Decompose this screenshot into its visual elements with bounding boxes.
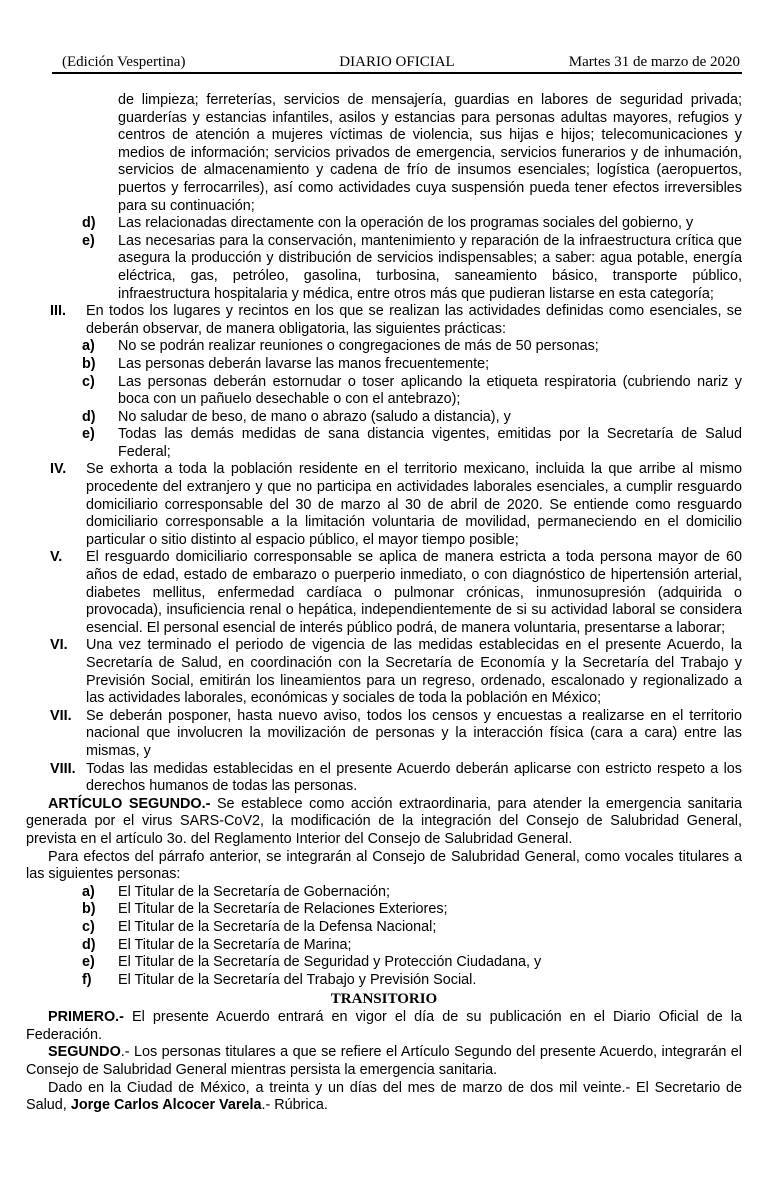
item-label: c) [82, 918, 95, 935]
item-label: e) [82, 954, 95, 971]
item-label: b) [82, 355, 96, 372]
list-item [82, 356, 742, 374]
item-text: Las relacionadas directamente con la operación de los programas sociales del gobierno, y [118, 215, 694, 232]
section-viii [50, 761, 742, 796]
item-text: Las necesarias para la conservación, mantenimiento y reparación de la infraestructura crítica que asegura la producción y distribución de servicios indispensables; a saber: agua potable, energía eléctrica, gas, petróleo, gasolina, turbosina, saneamiento básico, transporte público, infraestructura hospitalaria y médica, entre otros más que pudieran listarse en esta categoría; [118, 232, 742, 302]
list-item [82, 937, 742, 955]
item-text: Las personas deberán estornudar o toser aplicando la etiqueta respiratoria (cubriendo nariz y boca con un pañuelo desechable o con el antebrazo); [118, 373, 742, 408]
item-label: d) [82, 215, 96, 232]
list-item [82, 409, 742, 427]
articulo-segundo-label: ARTÍCULO SEGUNDO.- [48, 795, 211, 812]
section-text: Se exhorta a toda la población residente en el territorio mexicano, incluida la que arribe al mismo procedente del extranjero y que no participa en actividades laborales esenciales, a cumplir resguardo domiciliario corresponsable del 30 de marzo al 30 de abril de 2020. Se entiende como resguardo domiciliario corresponsable a la limitación voluntaria de movilidad, permaneciendo en el domicilio particular o sitio distinto al espacio público, el mayor tiempo posible; [86, 461, 742, 548]
list-item [82, 338, 742, 356]
item-text: No saludar de beso, de mano o abrazo (saludo a distancia), y [118, 408, 511, 425]
item-label: b) [82, 901, 96, 918]
item-label: c) [82, 373, 95, 390]
section-label: VI. [50, 637, 68, 654]
para-efectos-paragraph: Para efectos del párrafo anterior, se integrarán al Consejo de Salubridad General, como vocales titulares a las siguientes personas: [26, 848, 742, 883]
list-item [82, 215, 742, 233]
section-v [50, 549, 742, 637]
page-header [52, 52, 742, 74]
item-label: e) [82, 232, 95, 249]
list-item [82, 426, 742, 461]
section-iv [50, 461, 742, 549]
item-text: El Titular de la Secretaría de la Defensa Nacional; [118, 918, 437, 935]
item-text: El Titular de la Secretaría del Trabajo y Previsión Social. [118, 971, 477, 988]
list-item [82, 954, 742, 972]
continuation-paragraph: de limpieza; ferreterías, servicios de mensajería, guardias en labores de seguridad privada; guarderías y estancias infantiles, asilos y estancias para personas adultas mayores, refugios y centros de atención a mujeres víctimas de violencia, sus hijas e hijos; telecomunicaciones y medios de información; servicios privados de emergencia, servicios funerarios y de inhumación, servicios de almacenamiento y cadena de frío de insumos esenciales; logística (aeropuertos, puertos y ferrocarriles), así como actividades cuya suspensión pueda tener efectos irreversibles para su continuación; [118, 92, 742, 214]
section-label: III. [50, 303, 66, 320]
dado-paragraph [26, 1080, 742, 1115]
section-text: Una vez terminado el periodo de vigencia de las medidas establecidas en el presente Acuerdo, la Secretaría de Salud, en coordinación con la Secretaría de Economía y la Secretaría del Trabajo y Previsión Social, emitirán los lineamientos para un regreso, ordenado, escalonado y regionalizado a las actividades laborales, económicas y sociales de toda la población en México; [86, 637, 742, 707]
list-item [82, 972, 742, 990]
segundo-paragraph [26, 1044, 742, 1079]
section-label: V. [50, 549, 63, 566]
item-text: Todas las demás medidas de sana distancia vigentes, emitidas por la Secretaría de Salud Federal; [118, 426, 742, 460]
section-label: IV. [50, 461, 67, 478]
articulo-segundo-text: Se establece como acción extraordinaria, para atender la emergencia sanitaria generada por el virus SARS-CoV2, la modificación de la integración del Consejo de Salubridad General, prevista en el artículo 3o. del Reglamento Interior del Consejo de Salubridad General. [26, 795, 742, 847]
dado-suffix: .- Rúbrica. [261, 1097, 328, 1114]
section-text: Todas las medidas establecidas en el presente Acuerdo deberán aplicarse con estricto respeto a los derechos humanos de todas las personas. [86, 760, 742, 795]
segundo-text: .- Los personas titulares a que se refiere el Artículo Segundo del presente Acuerdo, integrarán el Consejo de Salubridad General mientras persista la emergencia sanitaria. [26, 1044, 742, 1079]
section-label: VII. [50, 707, 72, 724]
item-text: No se podrán realizar reuniones o congregaciones de más de 50 personas; [118, 338, 599, 355]
articulo-segundo-paragraph [26, 796, 742, 849]
edition-label: (Edición Vespertina) [62, 54, 186, 70]
item-label: f) [82, 971, 92, 988]
list-item [82, 919, 742, 937]
item-text: El Titular de la Secretaría de Marina; [118, 936, 352, 953]
list-item [82, 884, 742, 902]
section-iii [50, 303, 742, 338]
section-text: Se deberán posponer, hasta nuevo aviso, todos los censos y encuestas a realizarse en el territorio nacional que involucren la movilización de personas y la interacción física (cara a cara) entre las mismas, y [86, 707, 742, 759]
list-item [82, 374, 742, 409]
dado-text: Dado en la Ciudad de México, a treinta y un días del mes de marzo de dos mil veinte.- El Secretario de Salud, [26, 1079, 742, 1114]
item-label: d) [82, 936, 96, 953]
section-vi [50, 637, 742, 707]
item-text: Las personas deberán lavarse las manos frecuentemente; [118, 355, 490, 372]
publication-date: Martes 31 de marzo de 2020 [568, 54, 740, 70]
segundo-label: SEGUNDO [48, 1044, 121, 1061]
item-label: e) [82, 426, 95, 443]
document-body [26, 92, 742, 1115]
item-text: El Titular de la Secretaría de Seguridad y Protección Ciudadana, y [118, 954, 542, 971]
signatory-name: Jorge Carlos Alcocer Varela [70, 1097, 262, 1114]
primero-text: El presente Acuerdo entrará en vigor el día de su publicación en el Diario Oficial de la Federación. [26, 1009, 742, 1043]
list-item [82, 901, 742, 919]
item-label: d) [82, 408, 96, 425]
section-vii [50, 708, 742, 761]
list-item [82, 233, 742, 303]
item-label: a) [82, 338, 95, 355]
section-text: En todos los lugares y recintos en los que se realizan las actividades definidas como esenciales, se deberán observar, de manera obligatoria, las siguientes prácticas: [86, 303, 742, 337]
item-text: El Titular de la Secretaría de Relaciones Exteriores; [118, 901, 448, 918]
item-text: El Titular de la Secretaría de Gobernación; [118, 883, 390, 900]
primero-label: PRIMERO.- [48, 1009, 124, 1026]
primero-paragraph [26, 1009, 742, 1044]
section-label: VIII. [50, 760, 76, 777]
transitorio-heading: TRANSITORIO [330, 991, 438, 1008]
publication-title: DIARIO OFICIAL [339, 54, 455, 70]
item-label: a) [82, 883, 95, 900]
section-text: El resguardo domiciliario corresponsable se aplica de manera estricta a toda persona mayor de 60 años de edad, estado de embarazo o puerperio inmediato, o con diagnóstico de hipertensión arterial, diabetes mellitus, enfermedad cardíaca o pulmonar crónicas, inmunosupresión (adquirida o provocada), insuficiencia renal o hepática, independientemente de si su actividad laboral se considera esencial. El personal esencial de interés público podrá, de manera voluntaria, presentarse a laborar; [86, 549, 742, 636]
